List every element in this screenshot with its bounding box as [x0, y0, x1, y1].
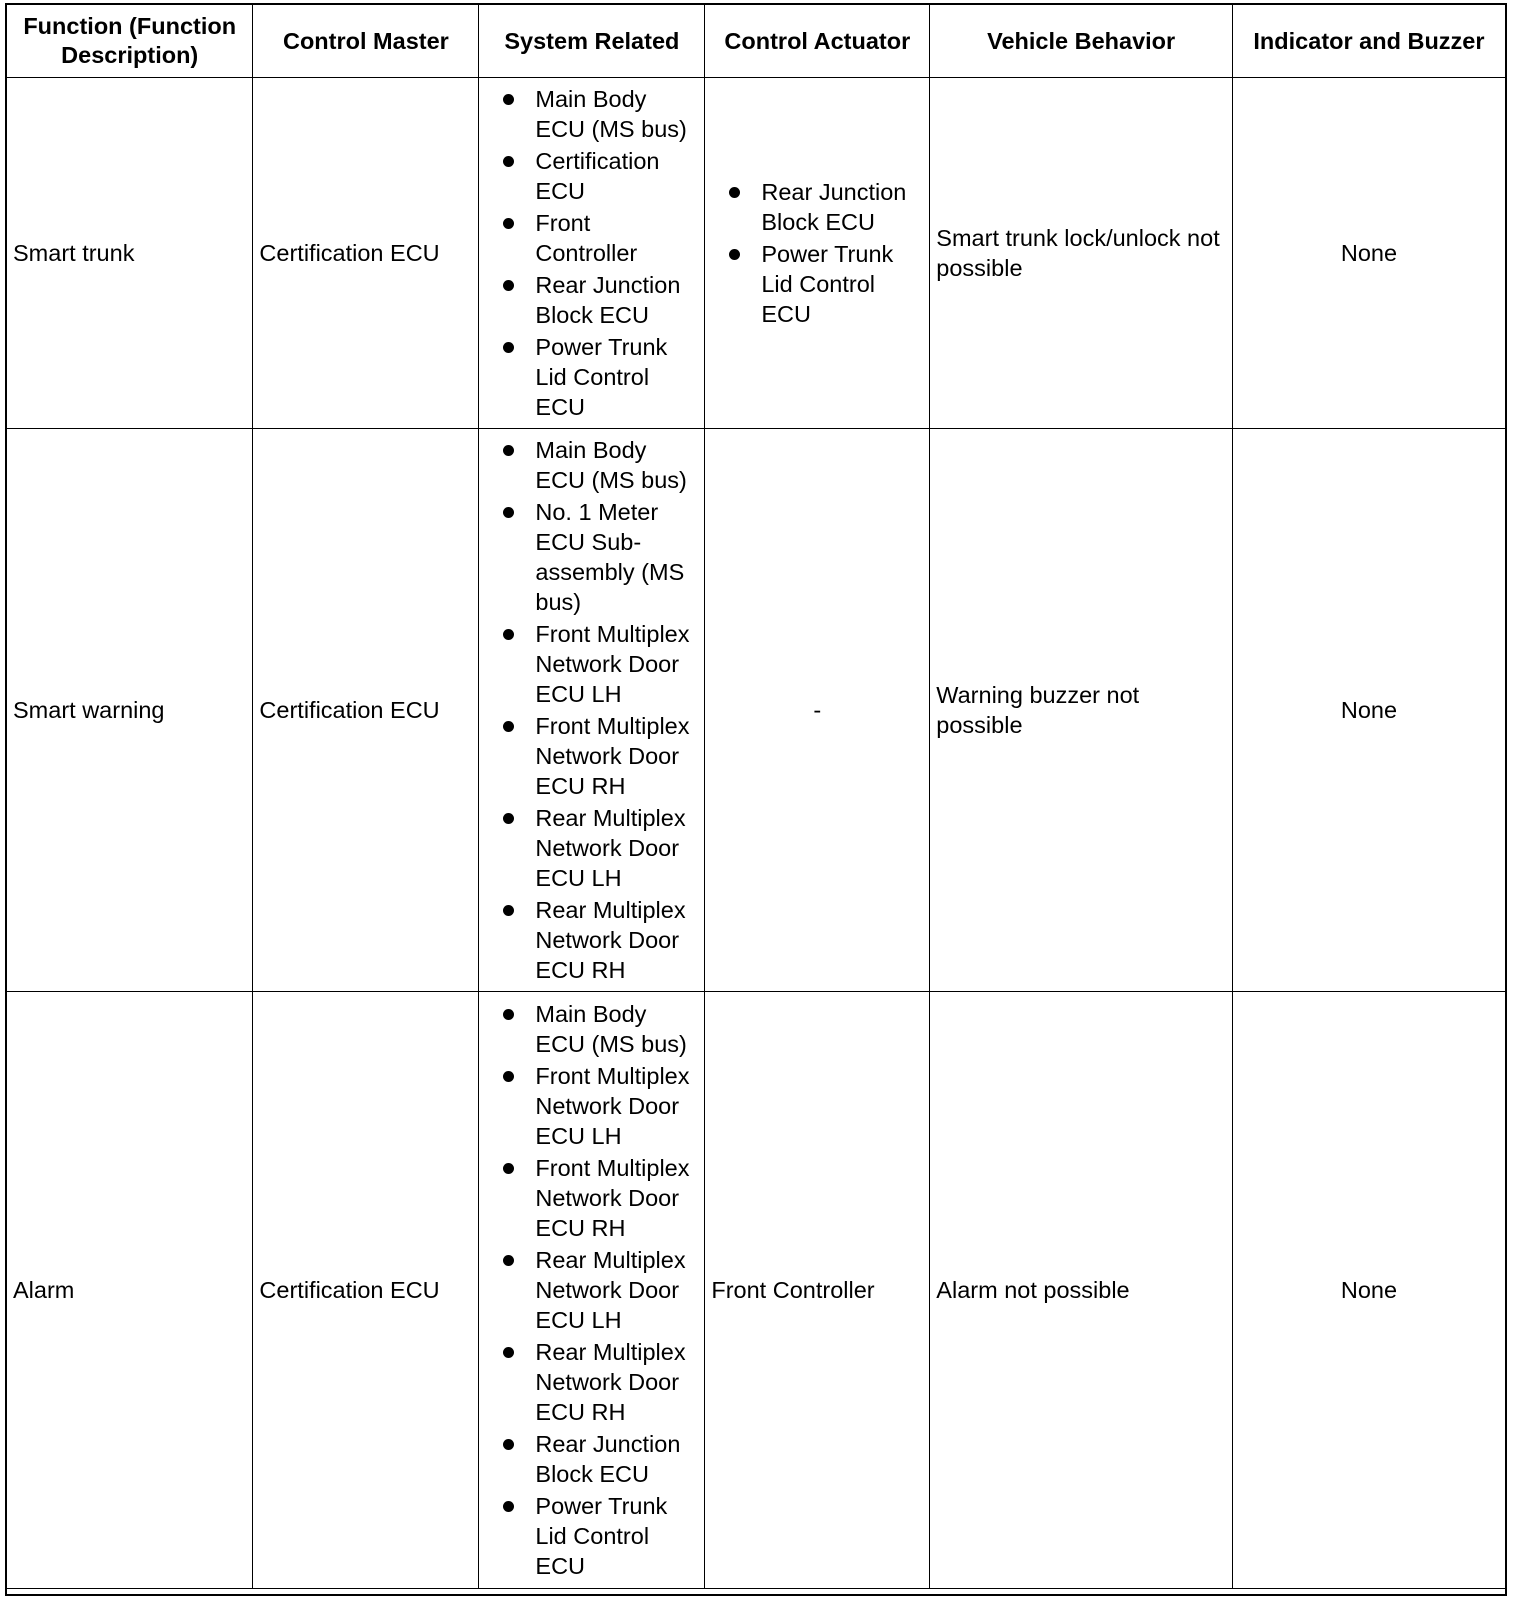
table-row — [7, 78, 1506, 429]
list-item-text: Power Trunk Lid Control ECU — [535, 1493, 668, 1579]
list-item-text: Front Controller — [535, 210, 638, 266]
list-item-text: Front Multiplex Network Door ECU LH — [535, 1063, 690, 1149]
indicator-buzzer-cell: None — [1232, 78, 1505, 429]
bullet-icon — [503, 813, 514, 824]
list-item — [485, 895, 698, 985]
table-row — [7, 992, 1506, 1589]
list-item-text: Rear Multiplex Network Door ECU RH — [535, 897, 686, 983]
header-function: Function (Function Description) — [7, 5, 253, 78]
bullet-icon — [503, 1439, 514, 1450]
list-item — [711, 239, 923, 329]
bullet-icon — [503, 721, 514, 732]
header-control-actuator: Control Actuator — [705, 5, 930, 78]
function-cell: Smart trunk — [7, 78, 253, 429]
list-item-text: No. 1 Meter ECU Sub-assembly (MS bus) — [535, 499, 685, 615]
bullet-icon — [503, 1501, 514, 1512]
header-indicator-buzzer: Indicator and Buzzer — [1232, 5, 1505, 78]
list-item-text: Main Body ECU (MS bus) — [535, 437, 687, 493]
table-row — [7, 429, 1506, 992]
bullet-icon — [503, 1255, 514, 1266]
list-item — [485, 84, 698, 144]
list-item-text: Rear Multiplex Network Door ECU LH — [535, 805, 686, 891]
header-row — [7, 5, 1506, 78]
list-item — [485, 1429, 698, 1489]
list-item — [485, 435, 698, 495]
header-system-related: System Related — [479, 5, 705, 78]
bullet-icon — [503, 342, 514, 353]
list-item-text: Main Body ECU (MS bus) — [535, 86, 687, 142]
header-vehicle-behavior: Vehicle Behavior — [930, 5, 1233, 78]
list-item — [485, 1153, 698, 1243]
vehicle-behavior-cell: Alarm not possible — [930, 992, 1233, 1589]
bullet-icon — [729, 249, 740, 260]
list-item — [485, 1491, 698, 1581]
bullet-icon — [503, 218, 514, 229]
system-related-cell — [479, 992, 705, 1589]
bullet-icon — [503, 280, 514, 291]
bullet-icon — [503, 1163, 514, 1174]
list-item — [485, 1245, 698, 1335]
bullet-icon — [503, 94, 514, 105]
list-item — [711, 177, 923, 237]
list-item — [485, 497, 698, 617]
control-actuator-cell: Front Controller — [705, 992, 930, 1589]
list-item-text: Certification ECU — [535, 148, 660, 204]
bullet-icon — [503, 1009, 514, 1020]
list-item — [485, 332, 698, 422]
header-control-master: Control Master — [253, 5, 479, 78]
list-item — [485, 999, 698, 1059]
list-item-text: Rear Junction Block ECU — [761, 179, 907, 235]
list-item — [485, 146, 698, 206]
bullet-icon — [503, 1071, 514, 1082]
list-item — [485, 1061, 698, 1151]
control-actuator-cell: - — [705, 429, 930, 992]
table-header — [7, 5, 1506, 78]
list-item-text: Front Multiplex Network Door ECU RH — [535, 713, 690, 799]
system-related-list — [485, 435, 698, 985]
bullet-icon — [503, 905, 514, 916]
list-item-text: Front Multiplex Network Door ECU RH — [535, 1155, 690, 1241]
system-related-list — [485, 84, 698, 422]
bullet-icon — [503, 629, 514, 640]
list-item-text: Rear Multiplex Network Door ECU RH — [535, 1339, 686, 1425]
bullet-icon — [729, 187, 740, 198]
bullet-icon — [503, 156, 514, 167]
indicator-buzzer-cell: None — [1232, 429, 1505, 992]
system-related-cell — [479, 429, 705, 992]
system-related-list — [485, 999, 698, 1581]
vehicle-behavior-cell: Warning buzzer not possible — [930, 429, 1233, 992]
list-item-text: Power Trunk Lid Control ECU — [761, 241, 894, 327]
table-body — [7, 78, 1506, 1589]
control-master-cell: Certification ECU — [253, 78, 479, 429]
function-cell: Smart warning — [7, 429, 253, 992]
control-actuator-list — [711, 177, 923, 329]
list-item — [485, 619, 698, 709]
list-item — [485, 1337, 698, 1427]
list-item-text: Front Multiplex Network Door ECU LH — [535, 621, 690, 707]
control-master-cell: Certification ECU — [253, 429, 479, 992]
list-item-text: Main Body ECU (MS bus) — [535, 1001, 687, 1057]
list-item-text: Rear Junction Block ECU — [535, 272, 681, 328]
list-item-text: Rear Junction Block ECU — [535, 1431, 681, 1487]
list-item — [485, 208, 698, 268]
vehicle-behavior-cell: Smart trunk lock/unlock not possible — [930, 78, 1233, 429]
function-table — [6, 4, 1506, 1589]
list-item — [485, 711, 698, 801]
list-item — [485, 270, 698, 330]
list-item-text: Power Trunk Lid Control ECU — [535, 334, 668, 420]
bullet-icon — [503, 507, 514, 518]
indicator-buzzer-cell: None — [1232, 992, 1505, 1589]
list-item — [485, 803, 698, 893]
control-master-cell: Certification ECU — [253, 992, 479, 1589]
system-related-cell — [479, 78, 705, 429]
control-actuator-cell — [705, 78, 930, 429]
function-cell: Alarm — [7, 992, 253, 1589]
bullet-icon — [503, 445, 514, 456]
bullet-icon — [503, 1347, 514, 1358]
list-item-text: Rear Multiplex Network Door ECU LH — [535, 1247, 686, 1333]
